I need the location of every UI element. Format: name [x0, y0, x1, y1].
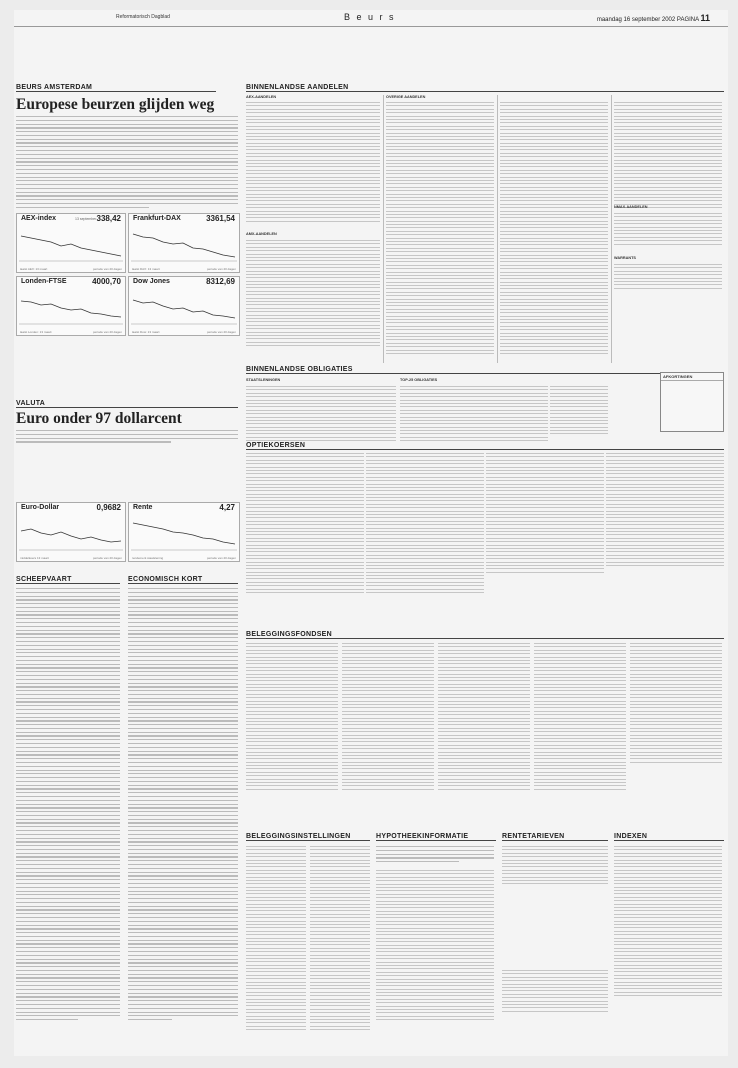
ftse-value: 4000,70 — [92, 277, 121, 286]
table-nmax — [614, 213, 722, 247]
aex-line — [19, 228, 123, 262]
table-fondsen-4 — [534, 643, 626, 792]
article-body-valuta — [16, 430, 238, 445]
section-title: B e u r s — [344, 12, 396, 22]
label-top25-obligaties: TOP-25 OBLIGATIES — [400, 378, 438, 382]
chart-londen-ftse: Londen-FTSE 4000,70 laatst Londen: 13 maart periode van 20 dagen — [16, 276, 126, 336]
label-warrants: WARRANTS — [614, 256, 636, 260]
section-binnenlandse-obligaties: BINNENLANDSE OBLIGATIES — [246, 366, 724, 374]
dax-value: 3361,54 — [206, 214, 235, 223]
hypotheek-body — [376, 846, 494, 865]
label-nmax-aandelen: NMAX-AANDELEN — [614, 205, 648, 209]
table-top25 — [400, 386, 548, 444]
headline-europese-beurzen: Europese beurzen glijden weg — [16, 96, 215, 113]
section-optiekoersen: OPTIEKOERSEN — [246, 442, 724, 450]
column-divider — [383, 95, 384, 363]
dow-line — [131, 291, 237, 325]
section-beleggingsfondsen: BELEGGINGSFONDSEN — [246, 631, 724, 639]
section-indexen: INDEXEN — [614, 833, 724, 841]
label-overige-aandelen: OVERIGE AANDELEN — [386, 95, 426, 99]
article-body-beurs — [16, 116, 238, 211]
economisch-body — [128, 588, 238, 1023]
table-instellingen-1 — [246, 846, 306, 1032]
table-instellingen-2 — [310, 846, 370, 1032]
section-binnenlandse-aandelen: BINNENLANDSE AANDELEN — [246, 84, 724, 92]
table-opties-2 — [366, 453, 484, 595]
column-divider — [497, 95, 498, 363]
label-staatsleningen: STAATSLENINGEN — [246, 378, 281, 382]
newspaper-page — [14, 10, 728, 1056]
dow-value: 8312,69 — [206, 277, 235, 286]
table-fondsen-1 — [246, 643, 338, 792]
table-rentetarieven — [502, 846, 608, 887]
ftse-line — [19, 291, 123, 325]
section-valuta: VALUTA — [16, 400, 238, 408]
section-hypotheekinformatie: HYPOTHEEKINFORMATIE — [376, 833, 496, 841]
chart-frankfurt-dax: Frankfurt-DAX 3361,54 laatst DAX: 13 maart periode van 20 dagen — [128, 213, 240, 273]
column-divider — [611, 95, 612, 363]
scheepvaart-body — [16, 588, 120, 1023]
table-overige-aandelen-2 — [500, 102, 608, 356]
table-opties-4 — [606, 453, 724, 568]
table-fondsen-3 — [438, 643, 530, 792]
eurodollar-value: 0,9682 — [96, 503, 121, 512]
section-beurs-amsterdam: BEURS AMSTERDAM — [16, 84, 216, 92]
table-hypotheek — [376, 870, 494, 1023]
label-amx-aandelen: AMX-AANDELEN — [246, 232, 277, 236]
table-opties-3 — [486, 453, 604, 575]
table-indexen — [614, 846, 722, 999]
afkortingen-box: AFKORTINGEN — [660, 372, 724, 432]
table-opties-1 — [246, 453, 364, 595]
table-staatsleningen — [246, 386, 396, 444]
table-warrants — [614, 264, 722, 291]
page-date: maandag 16 september 2002 PAGINA 11 — [596, 13, 710, 23]
section-economisch-kort: ECONOMISCH KORT — [128, 576, 238, 584]
section-rentetarieven: RENTETARIEVEN — [502, 833, 608, 841]
chart-aex-index: AEX-index 13 september 338,42 laatst AEX: 13 maart periode van 20 dagen — [16, 213, 126, 273]
label-aex-aandelen: AEX-AANDELEN — [246, 95, 277, 99]
rente-line — [131, 517, 237, 551]
newspaper-name: Reformatorisch Dagblad — [116, 14, 170, 20]
table-aex-aandelen — [246, 102, 380, 224]
chart-dow-jones: Dow Jones 8312,69 laatst Dow: 13 maart periode van 20 dagen — [128, 276, 240, 336]
table-amx-aandelen — [246, 240, 380, 349]
table-fondsen-5 — [630, 643, 722, 765]
table-overige-aandelen-3 — [614, 102, 722, 211]
masthead — [14, 10, 728, 27]
table-overige-aandelen-1 — [386, 102, 494, 356]
rente-value: 4,27 — [219, 503, 235, 512]
eurodollar-line — [19, 517, 123, 551]
chart-euro-dollar: Euro-Dollar 0,9682 middelkoers 13 maart periode van 20 dagen — [16, 502, 126, 562]
aex-value: 338,42 — [96, 214, 121, 223]
headline-euro-dollarcent: Euro onder 97 dollarcent — [16, 410, 182, 427]
table-fondsen-2 — [342, 643, 434, 792]
section-scheepvaart: SCHEEPVAART — [16, 576, 120, 584]
table-gestegen-dalers — [550, 386, 608, 437]
table-rentetarieven-2 — [502, 970, 608, 1014]
section-beleggingsinstellingen: BELEGGINGSINSTELLINGEN — [246, 833, 370, 841]
dax-line — [131, 228, 237, 262]
chart-rente: Rente 4,27 rendement staatslening periode van 20 dagen — [128, 502, 240, 562]
